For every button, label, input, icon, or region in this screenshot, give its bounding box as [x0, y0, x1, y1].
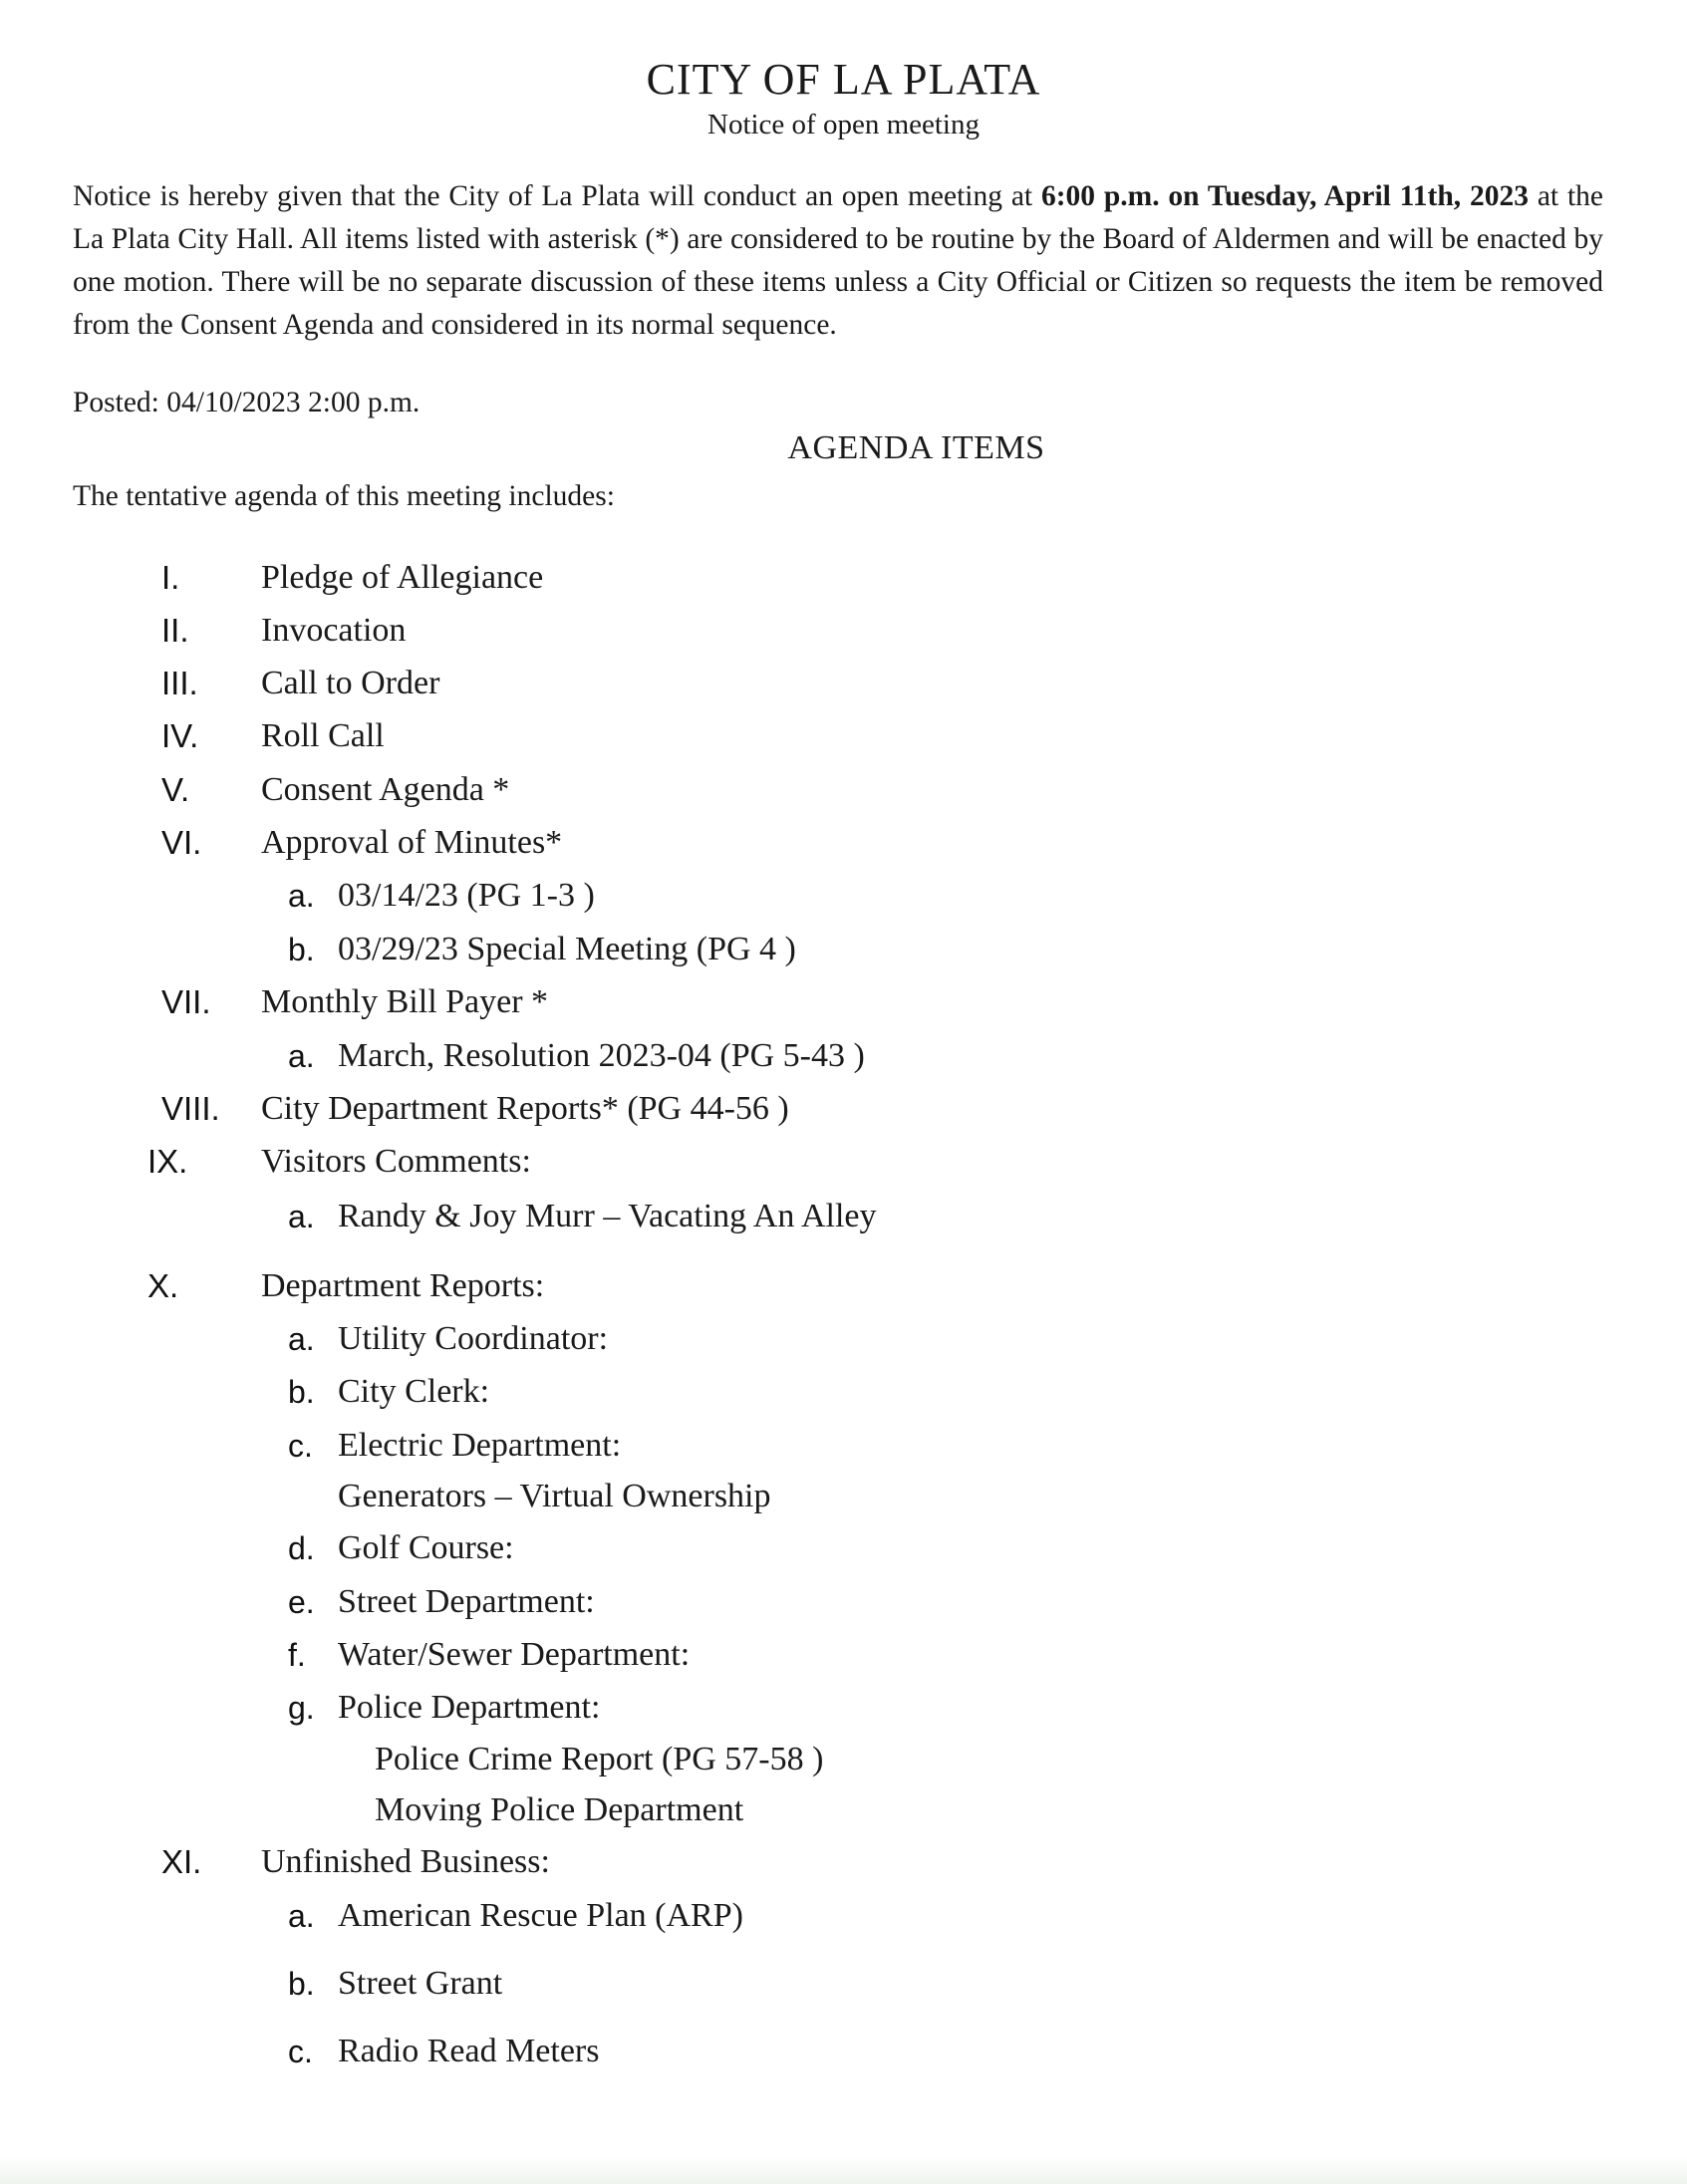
item-title: Department Reports: [261, 1267, 545, 1304]
subitem-text: Radio Read Meters [338, 2033, 600, 2069]
subitem-text: Randy & Joy Murr – Vacating An Alley [338, 1198, 877, 1234]
subitem-text: 03/29/23 Special Meeting (PG 4 ) [338, 931, 796, 967]
subitem-text: 03/14/23 (PG 1-3 ) [338, 877, 595, 914]
subitem-letter: b. [288, 1374, 315, 1410]
item-title: Call to Order [261, 665, 440, 701]
item-number: XI. [161, 1843, 202, 1880]
subitem-letter: f. [288, 1637, 306, 1673]
page-title: CITY OF LA PLATA [646, 55, 1041, 104]
notice-text-2: at the La Plata City Hall. All items listed with asterisk (*) are considered to be routine by the Board of Aldermen and will be enacted by one motion. There will be no separate discussion of these items unless a City Official or Citizen so requests the item be removed from the Consent Agenda and considered in its normal sequence. [73, 180, 1603, 341]
subitem-letter: b. [288, 932, 315, 967]
subitem-letter: a. [288, 878, 315, 914]
subitem-text: City Clerk: [338, 1373, 490, 1410]
subitem-letter: b. [288, 1966, 315, 2002]
subitem-letter: c. [288, 2034, 313, 2069]
item-number: I. [161, 559, 180, 596]
subitem-text: March, Resolution 2023-04 (PG 5-43 ) [338, 1037, 865, 1074]
notice-meeting-time: 6:00 p.m. on Tuesday, April 11th, 2023 [1040, 180, 1529, 212]
posted-date: Posted: 04/10/2023 2:00 p.m. [73, 387, 421, 418]
subitem-text: Police Department: [338, 1689, 601, 1726]
item-title: Visitors Comments: [261, 1143, 531, 1180]
agenda-intro: The tentative agenda of this meeting includes: [73, 480, 615, 512]
item-title: Invocation [261, 612, 407, 649]
subitem-letter: a. [288, 1321, 315, 1357]
item-number: VII. [161, 983, 211, 1020]
scan-bottom-edge [0, 2156, 1687, 2184]
item-number: II. [161, 612, 189, 649]
subitem-letter: g. [288, 1690, 315, 1726]
subitem-letter: a. [288, 1898, 315, 1934]
item-number: VI. [161, 824, 202, 861]
agenda-heading: AGENDA ITEMS [787, 429, 1045, 466]
subitem-detail: Generators – Virtual Ownership [338, 1478, 771, 1514]
subitem-text: Golf Course: [338, 1529, 514, 1566]
item-number: VIII. [161, 1090, 220, 1127]
item-number: IV. [161, 717, 199, 754]
subitem-detail: Police Crime Report (PG 57-58 ) [375, 1741, 824, 1777]
subitem-letter: d. [288, 1530, 315, 1566]
item-title: Approval of Minutes* [261, 824, 563, 861]
subitem-letter: a. [288, 1038, 315, 1074]
item-title: Unfinished Business: [261, 1843, 550, 1880]
item-title: Pledge of Allegiance [261, 559, 544, 596]
subitem-text: American Rescue Plan (ARP) [338, 1897, 743, 1934]
subitem-letter: c. [288, 1428, 313, 1464]
notice-paragraph [73, 175, 1603, 347]
item-title: Roll Call [261, 717, 385, 754]
subitem-text: Water/Sewer Department: [338, 1636, 691, 1673]
item-title: Monthly Bill Payer * [261, 983, 549, 1020]
item-number: X. [147, 1267, 179, 1304]
subitem-detail: Moving Police Department [375, 1791, 744, 1828]
item-number: V. [161, 771, 190, 808]
subitem-text: Street Department: [338, 1583, 595, 1620]
item-number: III. [161, 665, 198, 701]
subitem-text: Utility Coordinator: [338, 1320, 609, 1357]
subitem-letter: e. [288, 1584, 315, 1620]
item-title: City Department Reports* (PG 44-56 ) [261, 1090, 789, 1127]
subitem-letter: a. [288, 1199, 315, 1234]
subitem-text: Street Grant [338, 1965, 503, 2002]
item-title: Consent Agenda * [261, 771, 510, 808]
subitem-text: Electric Department: [338, 1427, 622, 1464]
page-subtitle: Notice of open meeting [707, 109, 980, 140]
item-number: IX. [147, 1143, 188, 1180]
notice-text-1: Notice is hereby given that the City of La Plata will conduct an open meeting at [73, 180, 1041, 212]
